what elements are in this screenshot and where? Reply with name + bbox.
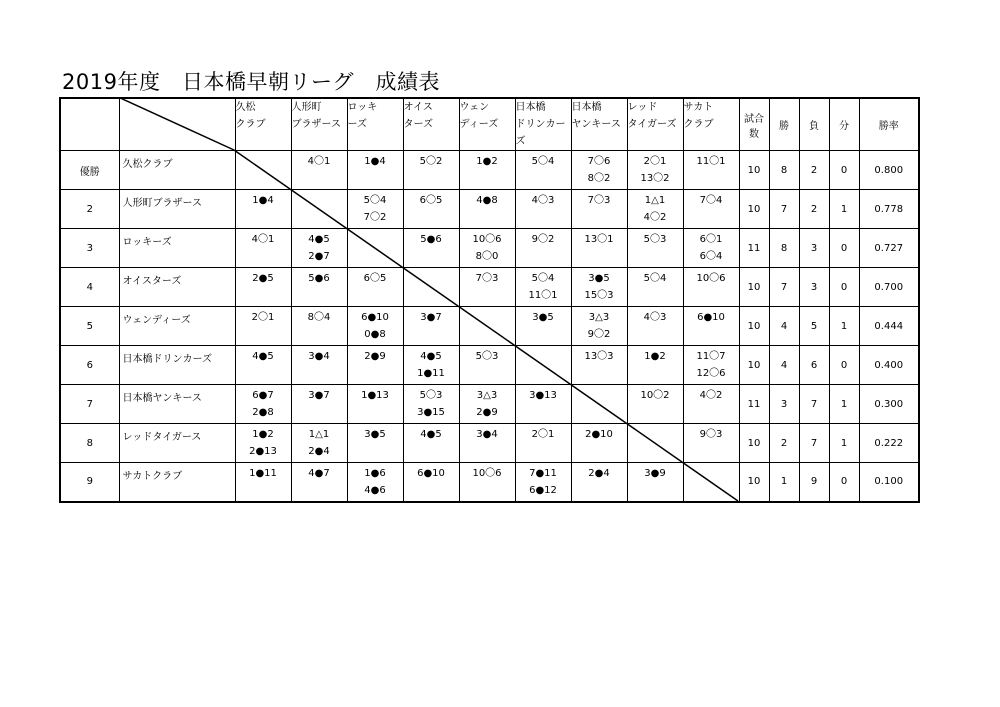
result-cell bbox=[347, 268, 403, 307]
result-cell bbox=[683, 307, 739, 346]
losses-cell: 2 bbox=[799, 151, 829, 190]
draws-cell: 1 bbox=[829, 424, 859, 463]
score-text: 2〇1 bbox=[251, 312, 275, 323]
team-name: 日本橋ヤンキース bbox=[119, 385, 235, 424]
result-cell bbox=[571, 346, 627, 385]
result-cell bbox=[403, 385, 459, 424]
score-text: 7〇4 bbox=[699, 195, 723, 206]
draws-cell: 0 bbox=[829, 463, 859, 502]
standings-sheet bbox=[59, 97, 920, 503]
score-text: 1●4 bbox=[364, 156, 386, 167]
result-cell bbox=[571, 190, 627, 229]
wins-cell: 7 bbox=[769, 190, 799, 229]
score-text: 3●9 bbox=[644, 468, 666, 479]
score-text: 3●15 bbox=[417, 407, 445, 418]
score-text: 4〇1 bbox=[251, 234, 275, 245]
games-cell: 10 bbox=[739, 424, 769, 463]
draws-cell: 1 bbox=[829, 307, 859, 346]
score-text: 13〇1 bbox=[584, 234, 614, 245]
score-text: 5〇3 bbox=[475, 351, 499, 362]
header-corner-rank bbox=[60, 98, 119, 151]
result-cell bbox=[235, 385, 291, 424]
result-cell bbox=[291, 151, 347, 190]
rank-cell: 3 bbox=[60, 229, 119, 268]
result-cell bbox=[235, 151, 291, 190]
draws-cell: 0 bbox=[829, 151, 859, 190]
score-text: 7〇2 bbox=[363, 212, 387, 223]
header-team-line: ディーズ bbox=[459, 119, 499, 130]
result-cell bbox=[515, 268, 571, 307]
header-team-line: ヤンキース bbox=[571, 119, 621, 130]
score-text: 13〇3 bbox=[584, 351, 614, 362]
result-cell bbox=[403, 151, 459, 190]
score-text: 1●4 bbox=[252, 195, 274, 206]
games-cell: 10 bbox=[739, 307, 769, 346]
score-text: 9〇2 bbox=[587, 329, 611, 340]
score-text: 5〇4 bbox=[531, 273, 555, 284]
result-cell bbox=[291, 229, 347, 268]
score-text: 2●13 bbox=[249, 446, 277, 457]
result-cell bbox=[515, 151, 571, 190]
result-cell bbox=[459, 385, 515, 424]
result-cell bbox=[515, 424, 571, 463]
header-team-line: 日本橋 bbox=[515, 102, 546, 113]
result-cell bbox=[291, 424, 347, 463]
result-cell bbox=[459, 424, 515, 463]
score-text: 4〇1 bbox=[307, 156, 331, 167]
header-team-4 bbox=[403, 98, 459, 151]
rank-cell: 8 bbox=[60, 424, 119, 463]
header-stat-1: 試合数 bbox=[739, 98, 769, 151]
result-cell bbox=[459, 463, 515, 502]
score-text: 3●7 bbox=[420, 312, 442, 323]
table-row bbox=[60, 190, 919, 229]
score-text: 6●10 bbox=[361, 312, 389, 323]
games-cell: 10 bbox=[739, 190, 769, 229]
table-row bbox=[60, 307, 919, 346]
games-cell: 10 bbox=[739, 151, 769, 190]
score-text: 9〇3 bbox=[699, 429, 723, 440]
score-text: 11〇1 bbox=[528, 290, 558, 301]
score-text: 7〇3 bbox=[587, 195, 611, 206]
rank-cell: 2 bbox=[60, 190, 119, 229]
result-cell bbox=[291, 190, 347, 229]
losses-cell: 9 bbox=[799, 463, 829, 502]
losses-cell: 2 bbox=[799, 190, 829, 229]
result-cell bbox=[627, 307, 683, 346]
header-team-line: オイス bbox=[403, 102, 433, 113]
result-cell bbox=[235, 307, 291, 346]
rank-cell: 9 bbox=[60, 463, 119, 502]
losses-cell: 7 bbox=[799, 424, 829, 463]
result-cell bbox=[571, 151, 627, 190]
games-cell: 11 bbox=[739, 385, 769, 424]
header-stat-5: 勝率 bbox=[859, 98, 919, 151]
header-team-8 bbox=[627, 98, 683, 151]
result-cell bbox=[571, 463, 627, 502]
losses-cell: 3 bbox=[799, 229, 829, 268]
result-cell bbox=[683, 190, 739, 229]
score-text: 1●2 bbox=[476, 156, 498, 167]
result-cell bbox=[571, 424, 627, 463]
score-text: 2●5 bbox=[252, 273, 274, 284]
team-name: 久松クラブ bbox=[119, 151, 235, 190]
score-text: 8〇4 bbox=[307, 312, 331, 323]
score-text: 5〇3 bbox=[419, 390, 443, 401]
score-text: 6●12 bbox=[529, 485, 557, 496]
header-row bbox=[60, 98, 919, 151]
losses-cell: 5 bbox=[799, 307, 829, 346]
score-text: 4●5 bbox=[420, 429, 442, 440]
header-team-line: ズ bbox=[515, 136, 526, 147]
score-text: 4〇2 bbox=[643, 212, 667, 223]
losses-cell: 7 bbox=[799, 385, 829, 424]
score-text: 1●11 bbox=[249, 468, 277, 479]
result-cell bbox=[291, 346, 347, 385]
score-text: 1●13 bbox=[361, 390, 389, 401]
rank-cell: 7 bbox=[60, 385, 119, 424]
games-cell: 11 bbox=[739, 229, 769, 268]
result-cell bbox=[683, 229, 739, 268]
header-team-line: ウェン bbox=[459, 102, 490, 113]
score-text: 5●6 bbox=[420, 234, 442, 245]
score-text: 11〇7 bbox=[696, 351, 726, 362]
wins-cell: 3 bbox=[769, 385, 799, 424]
header-team-line: タイガーズ bbox=[627, 119, 677, 130]
result-cell bbox=[627, 151, 683, 190]
score-text: 2●4 bbox=[308, 446, 330, 457]
score-text: 9〇2 bbox=[531, 234, 555, 245]
result-cell bbox=[683, 268, 739, 307]
score-text: 6〇4 bbox=[699, 251, 723, 262]
rank-cell: 6 bbox=[60, 346, 119, 385]
result-cell bbox=[347, 346, 403, 385]
result-cell bbox=[347, 229, 403, 268]
result-cell bbox=[459, 307, 515, 346]
result-cell bbox=[235, 229, 291, 268]
score-text: 7〇6 bbox=[587, 156, 611, 167]
score-text: 2●9 bbox=[364, 351, 386, 362]
result-cell bbox=[571, 307, 627, 346]
score-text: 5〇4 bbox=[363, 195, 387, 206]
team-name: 人形町ブラザース bbox=[119, 190, 235, 229]
table-row bbox=[60, 424, 919, 463]
score-text: 4●5 bbox=[252, 351, 274, 362]
pct-cell: 0.778 bbox=[859, 190, 919, 229]
table-row bbox=[60, 268, 919, 307]
header-stat-2: 勝 bbox=[769, 98, 799, 151]
header-team-line: サカト bbox=[683, 102, 714, 113]
score-text: 6●10 bbox=[417, 468, 445, 479]
team-name: ウェンディーズ bbox=[119, 307, 235, 346]
result-cell bbox=[459, 229, 515, 268]
wins-cell: 4 bbox=[769, 346, 799, 385]
header-team-line: レッド bbox=[627, 102, 658, 113]
result-cell bbox=[459, 190, 515, 229]
result-cell bbox=[571, 229, 627, 268]
header-team-5 bbox=[459, 98, 515, 151]
draws-cell: 1 bbox=[829, 190, 859, 229]
score-text: 2●4 bbox=[588, 468, 610, 479]
table-row bbox=[60, 346, 919, 385]
score-text: 2〇1 bbox=[531, 429, 555, 440]
result-cell bbox=[403, 346, 459, 385]
result-cell bbox=[459, 151, 515, 190]
team-name: サカトクラブ bbox=[119, 463, 235, 502]
losses-cell: 3 bbox=[799, 268, 829, 307]
result-cell bbox=[627, 385, 683, 424]
pct-cell: 0.700 bbox=[859, 268, 919, 307]
header-team-2 bbox=[291, 98, 347, 151]
result-cell bbox=[291, 307, 347, 346]
header-team-line: ーズ bbox=[347, 119, 367, 130]
result-cell bbox=[627, 346, 683, 385]
pct-cell: 0.100 bbox=[859, 463, 919, 502]
score-text: 2●10 bbox=[585, 429, 613, 440]
score-text: 5●6 bbox=[308, 273, 330, 284]
score-text: 6●7 bbox=[252, 390, 274, 401]
pct-cell: 0.444 bbox=[859, 307, 919, 346]
result-cell bbox=[235, 424, 291, 463]
result-cell bbox=[291, 268, 347, 307]
result-cell bbox=[515, 229, 571, 268]
result-cell bbox=[571, 385, 627, 424]
score-text: 8〇0 bbox=[475, 251, 499, 262]
score-text: 1●11 bbox=[417, 368, 445, 379]
header-team-line: クラブ bbox=[683, 119, 714, 130]
score-text: 6〇1 bbox=[699, 234, 723, 245]
draws-cell: 0 bbox=[829, 346, 859, 385]
pct-cell: 0.727 bbox=[859, 229, 919, 268]
team-name: 日本橋ドリンカーズ bbox=[119, 346, 235, 385]
result-cell bbox=[515, 346, 571, 385]
result-cell bbox=[347, 424, 403, 463]
score-text: 5〇4 bbox=[531, 156, 555, 167]
team-name: レッドタイガース bbox=[119, 424, 235, 463]
result-cell bbox=[235, 268, 291, 307]
result-cell bbox=[627, 229, 683, 268]
result-cell bbox=[459, 268, 515, 307]
result-cell bbox=[291, 463, 347, 502]
header-team-line: ロッキ bbox=[347, 102, 378, 113]
score-text: 3△3 bbox=[476, 390, 498, 401]
result-cell bbox=[459, 346, 515, 385]
result-cell bbox=[571, 268, 627, 307]
header-team-3 bbox=[347, 98, 403, 151]
standings-table bbox=[59, 97, 920, 503]
score-text: 3△3 bbox=[588, 312, 610, 323]
score-text: 3●5 bbox=[532, 312, 554, 323]
header-team-1 bbox=[235, 98, 291, 151]
result-cell bbox=[403, 229, 459, 268]
score-text: 6〇5 bbox=[419, 195, 443, 206]
score-text: 13〇2 bbox=[640, 173, 670, 184]
score-text: 3●4 bbox=[476, 429, 498, 440]
score-text: 1△1 bbox=[644, 195, 666, 206]
score-text: 4●5 bbox=[420, 351, 442, 362]
score-text: 4●6 bbox=[364, 485, 386, 496]
pct-cell: 0.300 bbox=[859, 385, 919, 424]
result-cell bbox=[515, 307, 571, 346]
result-cell bbox=[515, 463, 571, 502]
result-cell bbox=[627, 190, 683, 229]
score-text: 7●11 bbox=[529, 468, 557, 479]
score-text: 5〇4 bbox=[643, 273, 667, 284]
header-team-line: クラブ bbox=[235, 119, 266, 130]
result-cell bbox=[683, 424, 739, 463]
score-text: 4●5 bbox=[308, 234, 330, 245]
result-cell bbox=[291, 385, 347, 424]
score-text: 12〇6 bbox=[696, 368, 726, 379]
header-team-9 bbox=[683, 98, 739, 151]
score-text: 1●6 bbox=[364, 468, 386, 479]
score-text: 8〇2 bbox=[587, 173, 611, 184]
result-cell bbox=[683, 463, 739, 502]
pct-cell: 0.800 bbox=[859, 151, 919, 190]
score-text: 10〇6 bbox=[472, 468, 502, 479]
score-text: 15〇3 bbox=[584, 290, 614, 301]
score-text: 1●2 bbox=[252, 429, 274, 440]
result-cell bbox=[627, 268, 683, 307]
pct-cell: 0.400 bbox=[859, 346, 919, 385]
score-text: 0●8 bbox=[364, 329, 386, 340]
result-cell bbox=[403, 424, 459, 463]
header-stat-4: 分 bbox=[829, 98, 859, 151]
draws-cell: 0 bbox=[829, 229, 859, 268]
header-team-line: 日本橋 bbox=[571, 102, 602, 113]
score-text: 3●5 bbox=[364, 429, 386, 440]
score-text: 6●10 bbox=[697, 312, 725, 323]
header-team-line: 久松 bbox=[235, 102, 256, 113]
score-text: 4〇3 bbox=[643, 312, 667, 323]
team-name: ロッキーズ bbox=[119, 229, 235, 268]
score-text: 3●5 bbox=[588, 273, 610, 284]
table-row bbox=[60, 463, 919, 502]
header-team-line: ブラザース bbox=[291, 119, 341, 130]
score-text: 3●4 bbox=[308, 351, 330, 362]
pct-cell: 0.222 bbox=[859, 424, 919, 463]
table-row bbox=[60, 385, 919, 424]
score-text: 4〇2 bbox=[699, 390, 723, 401]
header-team-line: ターズ bbox=[403, 119, 433, 130]
wins-cell: 7 bbox=[769, 268, 799, 307]
result-cell bbox=[627, 463, 683, 502]
header-team-line: 人形町 bbox=[291, 102, 322, 113]
header-team-6 bbox=[515, 98, 571, 151]
score-text: 1●2 bbox=[644, 351, 666, 362]
table-row bbox=[60, 151, 919, 190]
wins-cell: 4 bbox=[769, 307, 799, 346]
result-cell bbox=[347, 151, 403, 190]
score-text: 2●8 bbox=[252, 407, 274, 418]
result-cell bbox=[347, 190, 403, 229]
result-cell bbox=[683, 151, 739, 190]
result-cell bbox=[403, 307, 459, 346]
result-cell bbox=[235, 463, 291, 502]
score-text: 10〇6 bbox=[696, 273, 726, 284]
result-cell bbox=[627, 424, 683, 463]
result-cell bbox=[403, 463, 459, 502]
score-text: 1△1 bbox=[308, 429, 330, 440]
result-cell bbox=[235, 190, 291, 229]
wins-cell: 2 bbox=[769, 424, 799, 463]
score-text: 4●7 bbox=[308, 468, 330, 479]
result-cell bbox=[347, 307, 403, 346]
draws-cell: 1 bbox=[829, 385, 859, 424]
score-text: 10〇2 bbox=[640, 390, 670, 401]
team-name: オイスターズ bbox=[119, 268, 235, 307]
wins-cell: 8 bbox=[769, 151, 799, 190]
header-team-7 bbox=[571, 98, 627, 151]
losses-cell: 6 bbox=[799, 346, 829, 385]
score-text: 2●7 bbox=[308, 251, 330, 262]
result-cell bbox=[515, 190, 571, 229]
wins-cell: 1 bbox=[769, 463, 799, 502]
wins-cell: 8 bbox=[769, 229, 799, 268]
header-stat-3: 負 bbox=[799, 98, 829, 151]
header-corner-name bbox=[119, 98, 235, 151]
result-cell bbox=[235, 346, 291, 385]
rank-cell: 優勝 bbox=[60, 151, 119, 190]
score-text: 5〇3 bbox=[643, 234, 667, 245]
score-text: 3●13 bbox=[529, 390, 557, 401]
score-text: 2●9 bbox=[476, 407, 498, 418]
table-row bbox=[60, 229, 919, 268]
score-text: 11〇1 bbox=[696, 156, 726, 167]
result-cell bbox=[347, 463, 403, 502]
score-text: 2〇1 bbox=[643, 156, 667, 167]
score-text: 5〇2 bbox=[419, 156, 443, 167]
games-cell: 10 bbox=[739, 346, 769, 385]
result-cell bbox=[403, 268, 459, 307]
header-team-line: ドリンカー bbox=[515, 119, 566, 130]
score-text: 4〇3 bbox=[531, 195, 555, 206]
score-text: 4●8 bbox=[476, 195, 498, 206]
draws-cell: 0 bbox=[829, 268, 859, 307]
result-cell bbox=[403, 190, 459, 229]
score-text: 3●7 bbox=[308, 390, 330, 401]
score-text: 7〇3 bbox=[475, 273, 499, 284]
result-cell bbox=[515, 385, 571, 424]
result-cell bbox=[347, 385, 403, 424]
score-text: 10〇6 bbox=[472, 234, 502, 245]
result-cell bbox=[683, 346, 739, 385]
page-title: 2019年度 日本橋早朝リーグ 成績表 bbox=[62, 70, 440, 94]
result-cell bbox=[683, 385, 739, 424]
games-cell: 10 bbox=[739, 463, 769, 502]
score-text: 6〇5 bbox=[363, 273, 387, 284]
games-cell: 10 bbox=[739, 268, 769, 307]
rank-cell: 4 bbox=[60, 268, 119, 307]
rank-cell: 5 bbox=[60, 307, 119, 346]
